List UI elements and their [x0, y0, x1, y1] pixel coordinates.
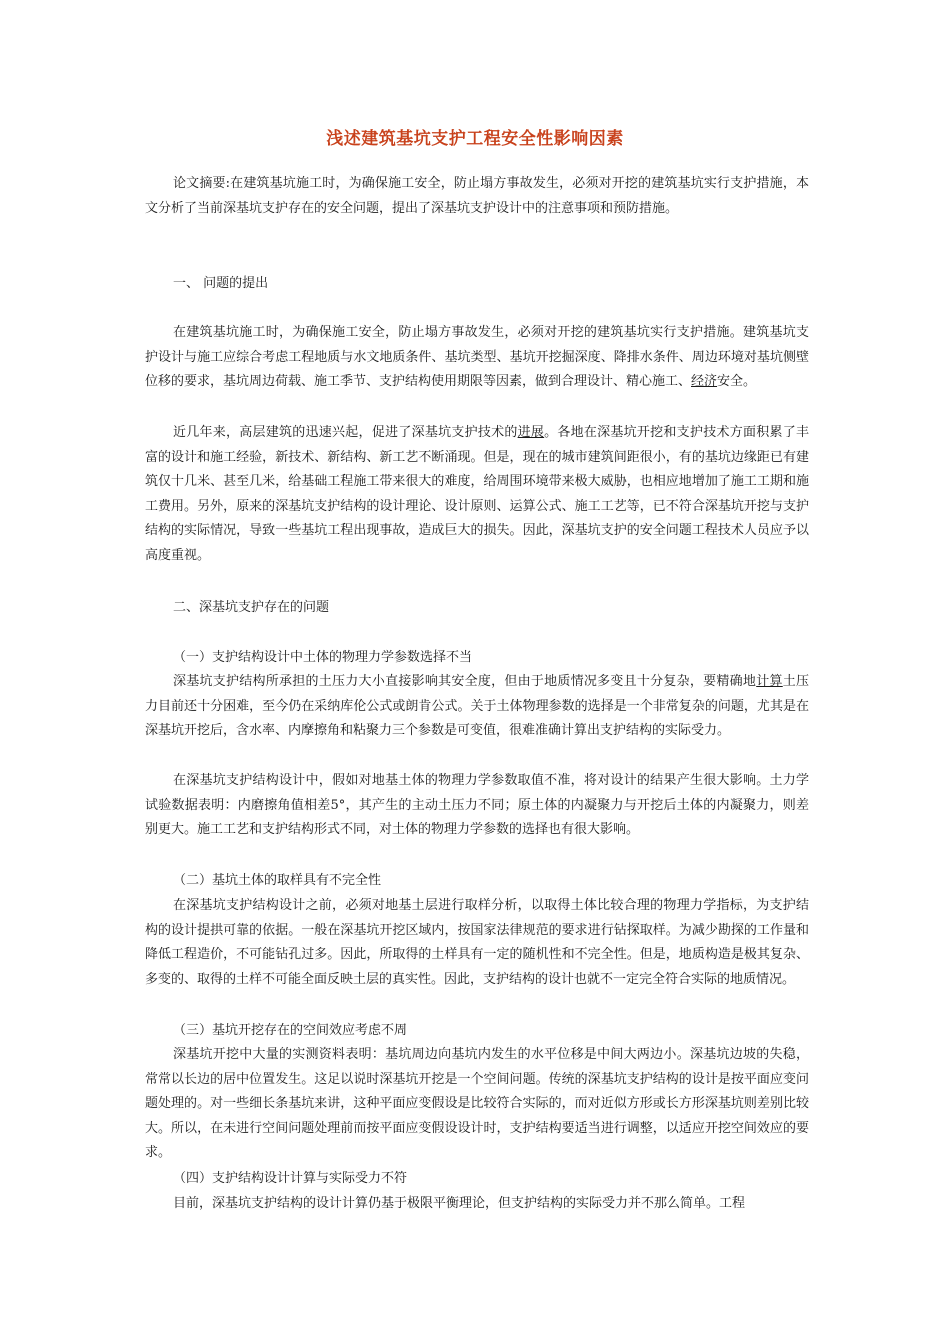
paragraph-text: 在建筑基坑施工时，为确保施工安全，防止塌方事故发生，必须对开挖的建筑基坑实行支护措施。建筑基坑支护设计与施工应综合考虑工程地质与水文地质条件、基坑类型、基坑开挖掘深度、降排水条件、周边环境对基坑侧壁位移的要求，基坑周边荷载、施工季节、支护结构使用期限等因素，做到合理设计、精心施工、 — [145, 325, 809, 389]
section1-paragraph-1 — [145, 321, 809, 395]
link-economy[interactable]: 经济 — [691, 374, 718, 389]
abstract-paragraph: 论文摘要:在建筑基坑施工时，为确保施工安全，防止塌方事故发生，必须对开挖的建筑基坑实行支护措施，本文分析了当前深基坑支护存在的安全问题，提出了深基坑支护设计中的注意事项和预防措施。 — [145, 176, 809, 216]
sub2-paragraph-1: 在深基坑支护结构设计之前，必须对地基土层进行取样分析，以取得土体比较合理的物理力学指标，为支护结构的设计提拱可靠的依据。一般在深基坑开挖区域内，按国家法律规范的要求进行钻探取样。为减少勘探的工作量和降低工程造价，不可能钻孔过多。因此，所取得的土样具有一定的随机性和不完全性。但是，地质构造是极其复杂、多变的、取得的土样不可能全面反映土层的真实性。因此，支护结构的设计也就不一定完全符合实际的地质情况。 — [145, 898, 809, 987]
section1-paragraph-2 — [145, 421, 809, 568]
paragraph-text: 近几年来，高层建筑的迅速兴起，促进了深基坑支护技术的 — [173, 425, 518, 440]
subsection-heading-4: （四）支护结构设计计算与实际受力不符 — [173, 1171, 408, 1186]
subsection-heading-1: （一）支护结构设计中土体的物理力学参数选择不当 — [173, 650, 473, 665]
section-heading-2: 二、深基坑支护存在的问题 — [173, 600, 330, 615]
subsection-heading-3: （三）基坑开挖存在的空间效应考虑不周 — [173, 1023, 408, 1038]
sub1-paragraph-2: 在深基坑支护结构设计中，假如对地基土体的物理力学参数取值不准，将对设计的结果产生很大影响。土力学试验数据表明：内磨擦角值相差5°，其产生的主动土压力不同；原土体的内凝聚力与开挖后土体的内凝聚力，则差别更大。施工工艺和支护结构形式不同，对土体的物理力学参数的选择也有很大影响。 — [145, 773, 809, 837]
link-progress[interactable]: 进展 — [517, 425, 545, 440]
sub1-paragraph-1 — [145, 670, 809, 744]
section-heading-1: 一、 问题的提出 — [173, 276, 269, 291]
link-calculation[interactable]: 计算 — [756, 674, 783, 689]
subsection-heading-2: （二）基坑土体的取样具有不完全性 — [173, 873, 382, 888]
paragraph-text: 深基坑支护结构所承担的土压力大小直接影响其安全度，但由于地质情况多变且十分复杂，要精确地 — [173, 674, 757, 689]
sub4-paragraph-1: 目前，深基坑支护结构的设计计算仍基于极限平衡理论，但支护结构的实际受力并不那么简单。工程 — [173, 1196, 746, 1211]
paragraph-text: 安全。 — [717, 374, 757, 389]
document-title: 浅述建筑基坑支护工程安全性影响因素 — [326, 129, 624, 149]
paragraph-text: 土压力目前还十分困难，至今仍在采纳库伦公式或朗肯公式。关于土体物理参数的选择是一个非常复杂的问题，尤其是在深基坑开挖后，含水率、内摩擦角和粘聚力三个参数是可变值，很难准确计算出支护结构的实际受力。 — [145, 674, 809, 738]
sub3-paragraph-1: 深基坑开挖中大量的实测资料表明：基坑周边向基坑内发生的水平位移是中间大两边小。深基坑边坡的失稳，常常以长边的居中位置发生。这足以说时深基坑开挖是一个空间问题。传统的深基坑支护结构的设计是按平面应变问题处理的。对一些细长条基坑来讲，这种平面应变假设是比较符合实际的，而对近似方形或长方形深基坑则差别比较大。所以，在未进行空间问题处理前而按平面应变假设设计时，支护结构要适当进行调整，以适应开挖空间效应的要求。 — [145, 1047, 809, 1160]
paragraph-text: 。各地在深基坑开挖和支护技术方面积累了丰富的设计和施工经验，新技术、新结构、新工艺不断涌现。但是，现在的城市建筑间距很小，有的基坑边缘距已有建筑仅十几米、甚至几米，给基础工程施工带来很大的难度，给周围环境带来极大威胁，也相应地增加了施工工期和施工费用。另外，原来的深基坑支护结构的设计理论、设计原则、运算公式、施工工艺等，已不符合深基坑开挖与支护结构的实际情况，导致一些基坑工程出现事故，造成巨大的损失。因此，深基坑支护的安全问题工程技术人员应予以高度重视。 — [145, 425, 809, 563]
